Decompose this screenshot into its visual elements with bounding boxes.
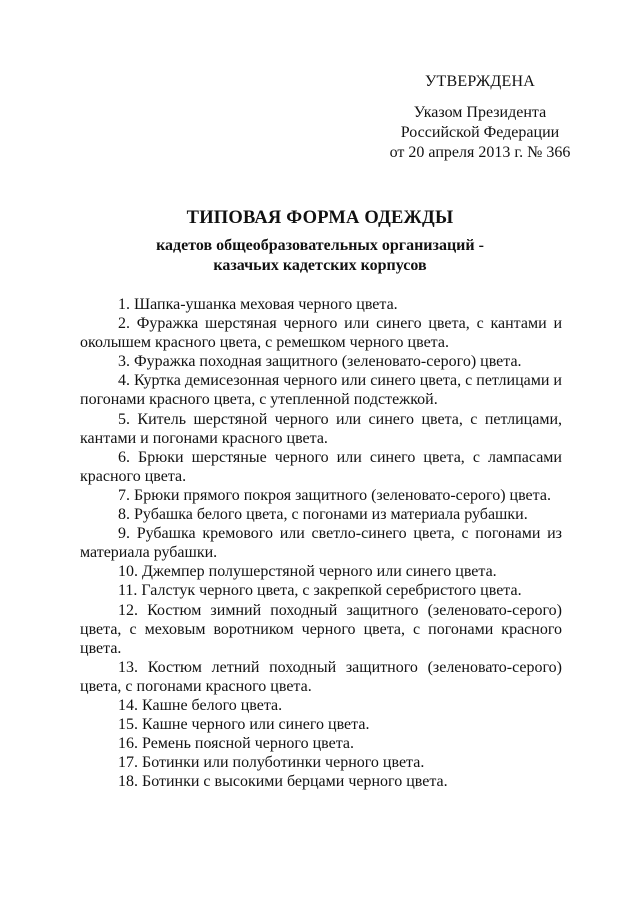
list-item: 10. Джемпер полушерстяной черного или синего цвета.: [118, 563, 497, 581]
list-item: 17. Ботинки или полуботинки черного цвета.: [118, 754, 425, 772]
approval-line-1: Указом Президента: [413, 104, 547, 121]
uniform-items-list: [80, 295, 562, 791]
list-item: 8. Рубашка белого цвета, с погонами из материала рубашки.: [118, 506, 528, 524]
approval-stamp: УТВЕРЖДЕНА: [424, 73, 535, 90]
list-item: 5. Китель шерстяной черного или синего цвета, с петлицами, кантами и погонами красного цвета.: [80, 410, 562, 447]
list-item: 12. Костюм зимний походный защитного (зеленовато-серого) цвета, с меховым воротником черного цвета, с погонами красного цвета.: [80, 601, 562, 657]
document-subtitle: [80, 236, 560, 276]
subtitle-line-1: кадетов общеобразовательных организаций -: [156, 237, 484, 254]
list-item: 7. Брюки прямого покроя защитного (зеленовато-серого) цвета.: [118, 486, 551, 504]
approval-line-3: от 20 апреля 2013 г. № 366: [389, 144, 571, 161]
subtitle-line-2: казачьих кадетских корпусов: [213, 257, 427, 274]
list-item: 11. Галстук черного цвета, с закрепкой серебристого цвета.: [118, 582, 522, 600]
list-item: 18. Ботинки с высокими берцами черного цвета.: [118, 773, 448, 791]
list-item: 4. Куртка демисезонная черного или синего цвета, с петлицами и погонами красного цвета, с утепленной подстежкой.: [80, 372, 562, 409]
list-item: 9. Рубашка кремового или светло-синего цвета, с погонами из материала рубашки.: [80, 525, 562, 562]
list-item: 2. Фуражка шерстяная черного или синего цвета, с кантами и околышем красного цвета, с ремешком черного цвета.: [80, 315, 562, 352]
approval-block: [360, 73, 600, 163]
approval-line-2: Российской Федерации: [400, 124, 560, 141]
list-item: 13. Костюм летний походный защитного (зеленовато-серого) цвета, с погонами красного цвета.: [80, 658, 562, 695]
document-title: ТИПОВАЯ ФОРМА ОДЕЖДЫ: [186, 208, 454, 228]
list-item: 3. Фуражка походная защитного (зеленовато-серого) цвета.: [118, 353, 522, 371]
list-item: 15. Кашне черного или синего цвета.: [118, 716, 370, 734]
list-item: 6. Брюки шерстяные черного или синего цвета, с лампасами красного цвета.: [80, 448, 562, 485]
list-item: 16. Ремень поясной черного цвета.: [118, 735, 355, 753]
list-item: 14. Кашне белого цвета.: [118, 696, 283, 714]
list-item: 1. Шапка-ушанка меховая черного цвета.: [118, 296, 398, 313]
